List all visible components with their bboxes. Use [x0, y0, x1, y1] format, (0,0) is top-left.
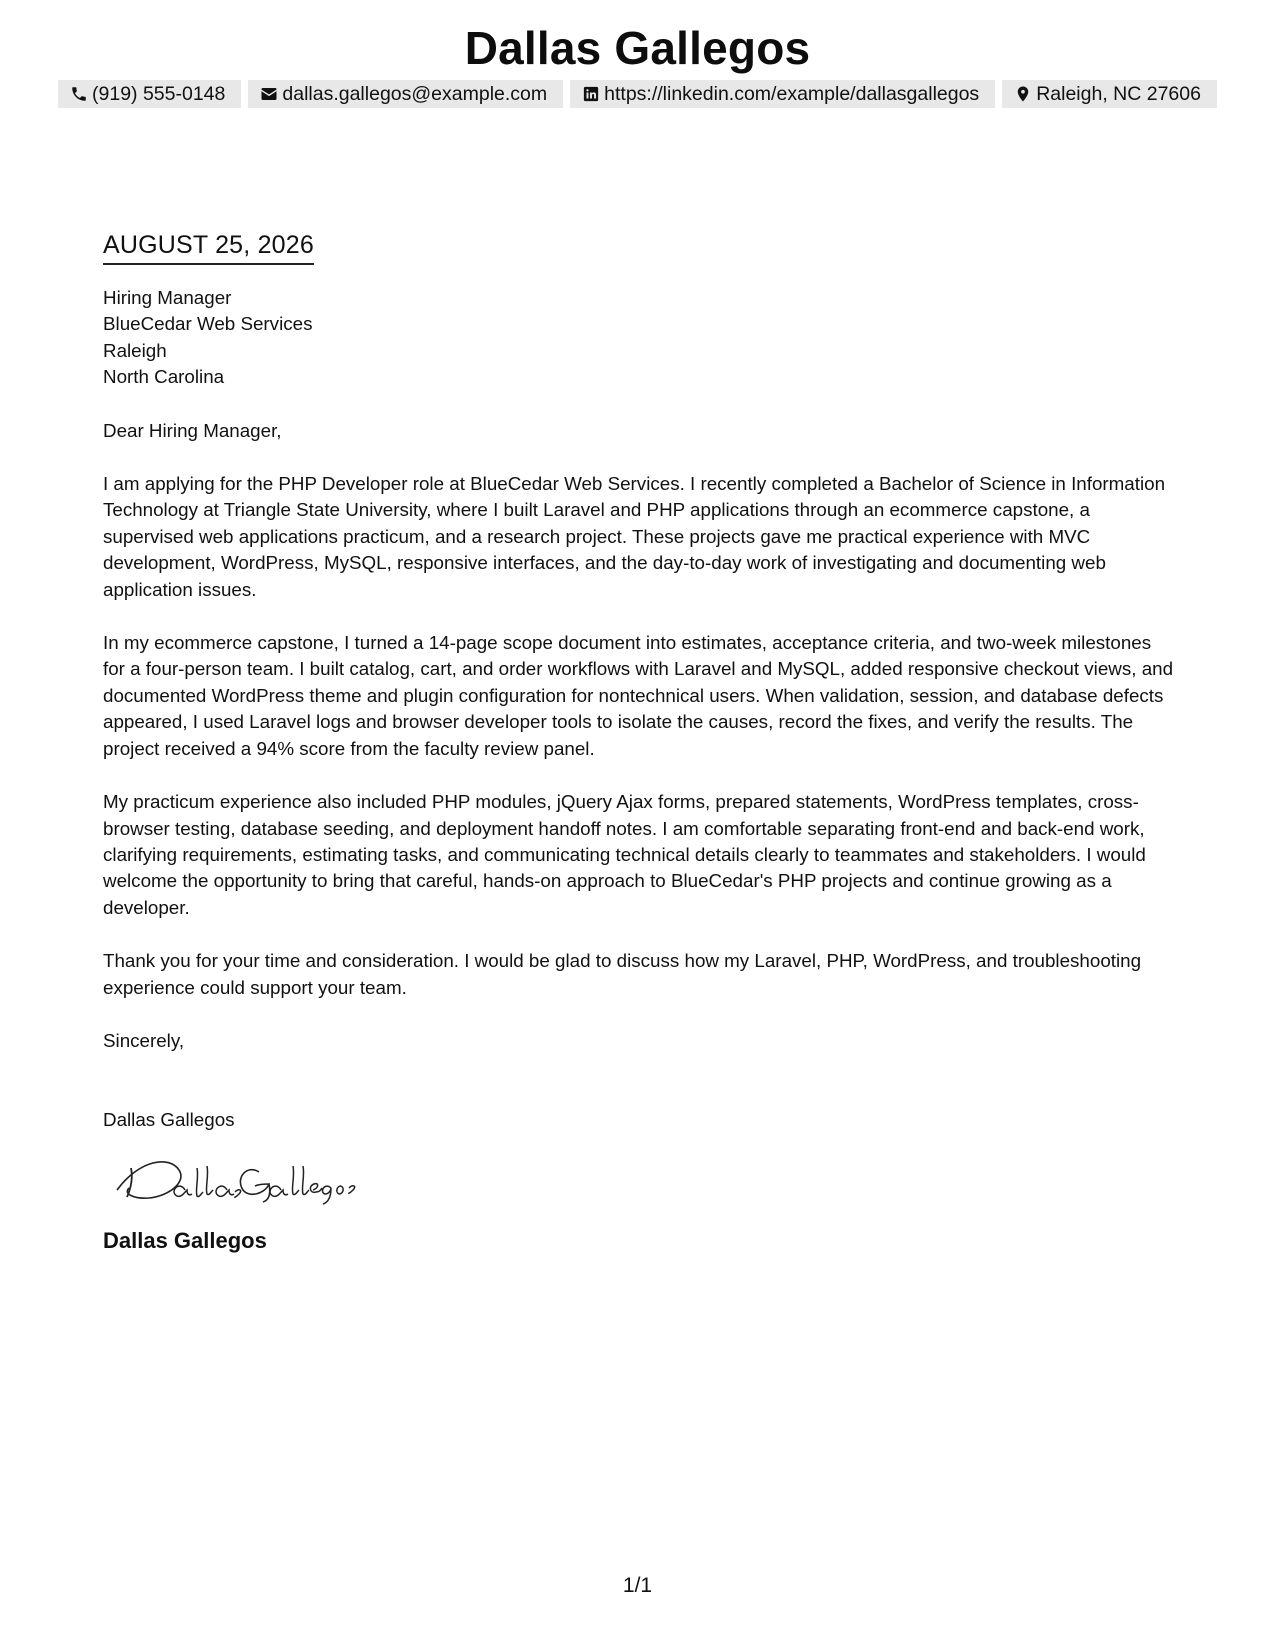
phone-text: (919) 555-0148: [92, 83, 226, 105]
linkedin-link[interactable]: https://linkedin.com/example/dallasgallegos: [604, 83, 980, 105]
body-paragraph: My practicum experience also included PHP modules, jQuery Ajax forms, prepared statements, WordPress templates, cross-browser testing, database seeding, and deployment handoff notes. I am comfortable separating front-end and back-end work, clarifying requirements, estimating tasks, and communicating technical details clearly to teammates and stakeholders. I would welcome the opportunity to bring that careful, hands-on approach to BlueCedar's PHP projects and continue growing as a developer.: [103, 791, 1146, 918]
email-link[interactable]: dallas.gallegos@example.com: [282, 83, 548, 105]
email-chip: [248, 80, 563, 108]
body-paragraph: Thank you for your time and consideration. I would be glad to discuss how my Laravel, PHP, WordPress, and troubleshooting experience could support your team.: [103, 950, 1142, 998]
recipient-block: [103, 285, 1178, 391]
letter-header: [0, 18, 1275, 116]
contact-row-secondary: [1002, 80, 1217, 108]
map-marker-icon: [1014, 85, 1032, 103]
body-paragraph: In my ecommerce capstone, I turned a 14-page scope document into estimates, acceptance criteria, and two-week milestones for a four-person team. I built catalog, cart, and order workflows with Laravel and MySQL, added responsive checkout views, and documented WordPress theme and plugin configuration for nontechnical users. When validation, session, and database defects appeared, I used Laravel logs and browser developer tools to isolate the causes, record the fixes, and verify the results. The project received a 94% score from the faculty review panel.: [103, 632, 1174, 759]
signature-image: [109, 1150, 359, 1210]
recipient-city: Raleigh: [103, 339, 167, 361]
phone-chip: [58, 80, 241, 108]
signer-name: Dallas Gallegos: [103, 1109, 235, 1131]
recipient-state: North Carolina: [103, 366, 225, 388]
envelope-icon: [260, 85, 278, 103]
contact-row-primary: [58, 80, 995, 108]
linkedin-chip: [570, 80, 995, 108]
location-chip: [1002, 80, 1217, 108]
recipient-title: Hiring Manager: [103, 287, 232, 308]
signer-name-bold: Dallas Gallegos: [103, 1227, 267, 1253]
applicant-name: Dallas Gallegos: [464, 22, 811, 74]
letter-date: AUGUST 25, 2026: [103, 228, 314, 265]
page-number: 1/1: [622, 1574, 653, 1597]
closing: Sincerely,: [103, 1029, 185, 1051]
phone-icon: [70, 85, 88, 103]
location-text: Raleigh, NC 27606: [1036, 83, 1201, 105]
letter-body: [103, 228, 1178, 1256]
contact-info: [0, 80, 1275, 116]
salutation: Dear Hiring Manager,: [103, 419, 282, 441]
linkedin-icon: [582, 85, 600, 103]
body-paragraph: I am applying for the PHP Developer role at BlueCedar Web Services. I recently completed a Bachelor of Science in Information Technology at Triangle State University, where I built Laravel and PHP applications through an ecommerce capstone, a supervised web applications practicum, and a research project. These projects gave me practical experience with MVC development, WordPress, MySQL, responsive interfaces, and the day-to-day work of investigating and documenting web application issues.: [103, 473, 1166, 600]
recipient-company: BlueCedar Web Services: [103, 313, 313, 335]
